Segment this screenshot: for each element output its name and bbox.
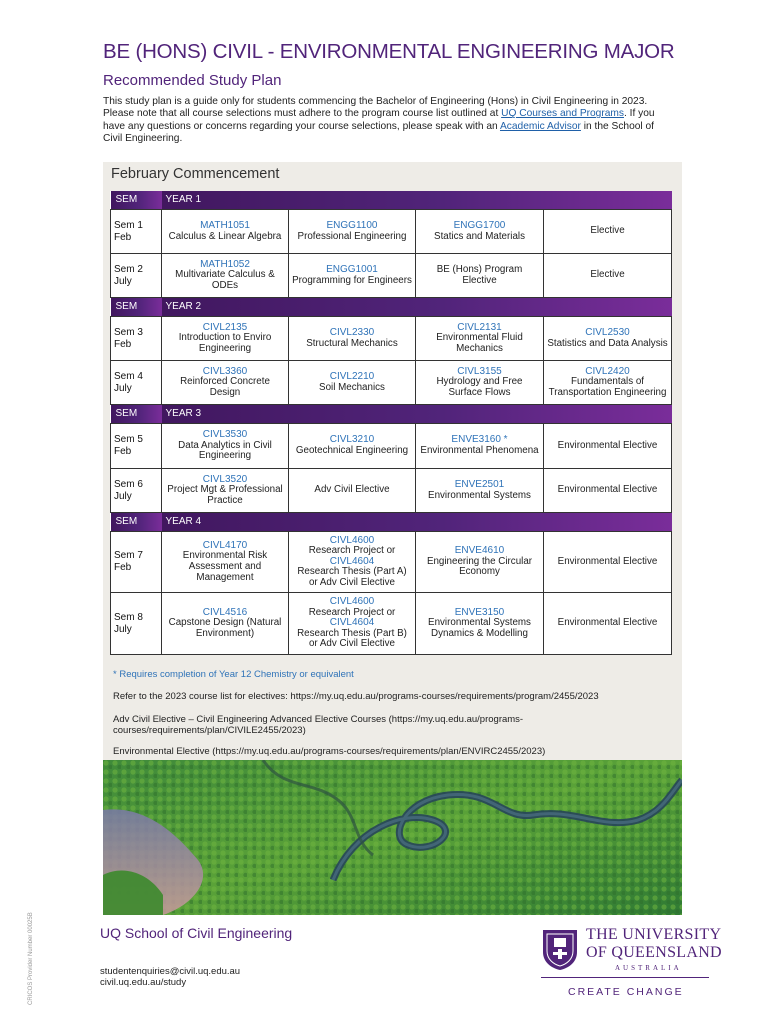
year-header-row: [111, 298, 672, 317]
environmental-elective-note: Environmental Elective (https://my.uq.edu.au/programs-courses/requirements/plan/ENVIRC2455/2023): [113, 746, 546, 757]
contact-website[interactable]: civil.uq.edu.au/study: [100, 977, 187, 988]
course-name: Environmental Elective: [557, 555, 658, 567]
course-name: Capstone Design (Natural Environment): [168, 617, 282, 639]
intro-text-2: . If you have any questions or concerns regarding your course selections, please speak with an: [103, 108, 655, 132]
course-cell: [289, 317, 416, 361]
course-code[interactable]: CIVL4604: [329, 555, 375, 567]
semester-cell: Sem 7 Feb: [111, 532, 162, 593]
course-code[interactable]: CIVL4516: [202, 606, 248, 618]
course-code[interactable]: CIVL3210: [329, 434, 375, 446]
course-code[interactable]: ENVE4610: [454, 545, 505, 557]
semester-cell: Sem 6 July: [111, 469, 162, 513]
year-label: YEAR 4: [162, 513, 672, 532]
course-code[interactable]: ENGG1001: [326, 263, 378, 275]
course-name: Research Project or: [308, 606, 396, 618]
course-name: Environmental Elective: [557, 617, 658, 629]
page-subtitle: Recommended Study Plan: [103, 72, 282, 89]
semester-cell: Sem 4 July: [111, 361, 162, 405]
school-name: UQ School of Civil Engineering: [100, 925, 293, 941]
course-name: Geotechnical Engineering: [295, 445, 409, 456]
semester-cell: Sem 2 July: [111, 254, 162, 298]
uq-wordmark-australia: AUSTRALIA: [615, 964, 682, 972]
course-code[interactable]: CIVL2420: [585, 365, 630, 377]
course-name: Research Thesis (Part B) or Adv Civil Elective: [297, 627, 407, 650]
course-name: Environmental Phenomena: [420, 445, 539, 456]
semester-row: [111, 469, 672, 513]
sem-header: SEM: [111, 298, 162, 317]
course-cell: [544, 254, 672, 298]
course-name: Professional Engineering: [297, 230, 407, 242]
semester-row: [111, 593, 672, 655]
course-cell: [416, 593, 544, 655]
course-name: Elective: [590, 225, 625, 237]
course-cell: [544, 210, 672, 254]
year-label: YEAR 1: [162, 191, 672, 210]
semester-cell: Sem 3 Feb: [111, 317, 162, 361]
course-name: Calculus & Linear Algebra: [168, 230, 282, 242]
course-code[interactable]: CIVL2530: [585, 326, 630, 338]
course-cell: [289, 424, 416, 469]
course-cell: [544, 532, 672, 593]
course-name: Environmental Risk Assessment and Management: [182, 550, 268, 583]
course-name: Hydrology and Free Surface Flows: [436, 376, 523, 398]
course-code[interactable]: ENVE2501: [454, 478, 505, 490]
uq-crest-icon: [541, 928, 579, 971]
course-code[interactable]: ENGG1700: [453, 219, 506, 231]
course-code[interactable]: MATH1051: [200, 219, 250, 231]
course-cell: [416, 469, 544, 513]
logo-divider: [541, 977, 709, 978]
course-cell: [289, 210, 416, 254]
course-name: Programming for Engineers: [292, 274, 412, 286]
course-name: Data Analytics in Civil Engineering: [178, 439, 272, 462]
year-header-row: [111, 513, 672, 532]
course-code[interactable]: CIVL4170: [202, 539, 248, 551]
course-cell: [289, 254, 416, 298]
course-code[interactable]: CIVL3530: [202, 429, 248, 441]
semester-row: [111, 361, 672, 405]
course-cell: [416, 317, 544, 361]
sem-header: SEM: [111, 513, 162, 532]
course-code[interactable]: MATH1052: [200, 258, 250, 270]
course-name: Introduction to Enviro Engineering: [178, 332, 272, 354]
course-code[interactable]: CIVL4604: [329, 617, 375, 629]
course-code[interactable]: CIVL4600: [329, 596, 375, 608]
contact-details: [100, 966, 240, 988]
course-cell: [416, 532, 544, 593]
course-cell: [289, 361, 416, 405]
intro-text-1: This study plan is a guide only for students commencing the Bachelor of Engineering (Hons) in Civil Engineering in 2023. Please note that all course selections must adhere to the program course list outlined at: [103, 96, 648, 120]
course-name: Research Thesis (Part A) or Adv Civil Elective: [297, 566, 407, 588]
academic-advisor-link[interactable]: Academic Advisor: [499, 120, 581, 132]
semester-row: [111, 424, 672, 469]
course-list-note: Refer to the 2023 course list for electives: https://my.uq.edu.au/programs-courses/requirements/program/2455/2023: [113, 691, 599, 702]
course-cell: [289, 532, 416, 593]
sem-header: SEM: [111, 405, 162, 424]
semester-row: [111, 317, 672, 361]
course-name: Research Project or: [308, 545, 396, 557]
course-cell: [416, 254, 544, 298]
course-name: Reinforced Concrete Design: [180, 376, 270, 398]
course-cell: [544, 593, 672, 655]
uq-wordmark-line2: OF QUEENSLAND: [586, 944, 722, 961]
course-name: Engineering the Circular Economy: [426, 555, 533, 578]
course-cell: [162, 210, 289, 254]
course-name: Fundamentals of Transportation Engineering: [548, 376, 667, 398]
course-cell: [162, 424, 289, 469]
course-cell: [544, 469, 672, 513]
create-change-tagline: CREATE CHANGE: [568, 986, 684, 998]
chemistry-requirement-note: * Requires completion of Year 12 Chemistry or equivalent: [113, 669, 354, 680]
course-name: Multivariate Calculus & ODEs: [175, 269, 275, 291]
year-header-row: [111, 191, 672, 210]
course-name: Structural Mechanics: [306, 337, 398, 349]
sem-header: SEM: [111, 191, 162, 210]
semester-cell: Sem 8 July: [111, 593, 162, 655]
course-code[interactable]: CIVL3520: [202, 473, 248, 485]
course-cell: [416, 424, 544, 469]
course-cell: [162, 361, 289, 405]
course-name: Environmental Systems: [428, 489, 531, 501]
course-name: Project Mgt & Professional Practice: [167, 484, 283, 506]
intro-text-3: in the School of Civil Engineering.: [103, 120, 655, 144]
year-header-row: [111, 405, 672, 424]
course-code[interactable]: CIVL2210: [329, 370, 375, 382]
course-cell: [162, 469, 289, 513]
year-label: YEAR 2: [162, 298, 672, 317]
course-cell: [162, 593, 289, 655]
page-title: BE (HONS) CIVIL - ENVIRONMENTAL ENGINEERING MAJOR: [103, 40, 675, 63]
aerial-landscape-image: [103, 760, 682, 915]
intro-paragraph: [103, 96, 671, 145]
course-cell: [162, 254, 289, 298]
course-cell: [544, 361, 672, 405]
commencement-heading: February Commencement: [111, 166, 280, 182]
year-label: YEAR 3: [162, 405, 672, 424]
semester-cell: Sem 1 Feb: [111, 210, 162, 254]
course-cell: [289, 593, 416, 655]
course-cell: [162, 317, 289, 361]
course-cell: [544, 317, 672, 361]
course-name: Adv Civil Elective: [314, 484, 390, 496]
course-name: Environmental Systems Dynamics & Modelling: [428, 617, 531, 639]
study-plan-table: [110, 191, 672, 655]
adv-elective-note: Adv Civil Elective – Civil Engineering Advanced Elective Courses (https://my.uq.edu.au/programs-courses/requirements/plan/CIVILE2455/2023): [113, 714, 524, 736]
course-cell: [416, 210, 544, 254]
course-code[interactable]: ENVE3160 *: [451, 434, 508, 446]
course-name: Environmental Fluid Mechanics: [436, 332, 523, 354]
contact-email[interactable]: studentenquiries@civil.uq.edu.au: [100, 966, 241, 977]
course-name: Environmental Elective: [557, 439, 658, 451]
course-code[interactable]: CIVL4600: [329, 534, 375, 546]
semester-row: [111, 210, 672, 254]
course-name: Statics and Materials: [434, 230, 525, 242]
course-name: Elective: [590, 269, 625, 281]
semester-row: [111, 532, 672, 593]
course-name: Environmental Elective: [557, 484, 658, 496]
course-name: BE (Hons) Program Elective: [436, 263, 523, 286]
uq-courses-link[interactable]: UQ Courses and Programs: [501, 108, 624, 120]
course-cell: [416, 361, 544, 405]
course-code[interactable]: CIVL3155: [457, 365, 502, 377]
course-code[interactable]: CIVL2330: [329, 326, 375, 338]
course-code[interactable]: ENGG1100: [326, 219, 378, 231]
course-code[interactable]: CIVL3360: [202, 365, 248, 377]
mangrove-river-photo: [103, 760, 682, 915]
semester-cell: Sem 5 Feb: [111, 424, 162, 469]
course-code[interactable]: CIVL2131: [457, 321, 502, 333]
course-cell: [162, 532, 289, 593]
course-name: Soil Mechanics: [319, 381, 385, 393]
course-cell: [544, 424, 672, 469]
course-code[interactable]: CIVL2135: [202, 321, 248, 333]
course-code[interactable]: ENVE3150: [454, 606, 505, 618]
cricos-number: CRICOS Provider Number 00025B: [28, 912, 34, 1005]
course-cell: [289, 469, 416, 513]
uq-wordmark-line1: THE UNIVERSITY: [586, 926, 722, 943]
course-name: Statistics and Data Analysis: [547, 337, 668, 349]
semester-row: [111, 254, 672, 298]
